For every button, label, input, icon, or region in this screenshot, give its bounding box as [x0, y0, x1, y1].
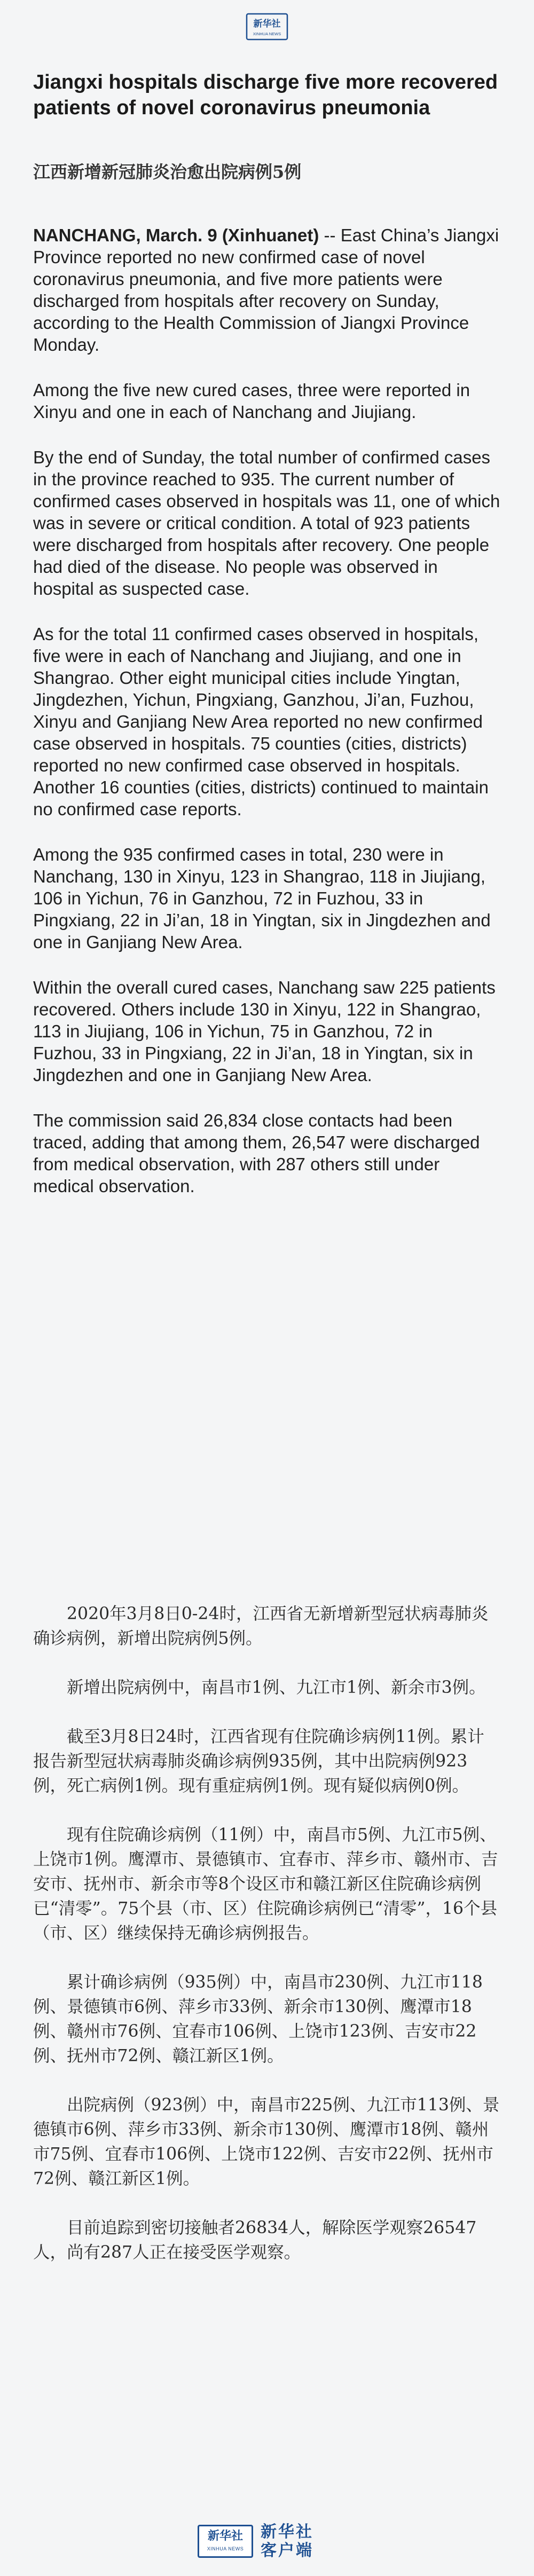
logo-brand-cn: 新华社	[253, 19, 281, 29]
logo-text	[261, 2523, 335, 2560]
article-title-cn: 江西新增新冠肺炎治愈出院病例5例	[33, 162, 302, 182]
en-paragraph: As for the total 11 confirmed cases observed in hospitals, five were in each of Nanchang and Jiujiang, and one in Shangrao. Other eight municipal cities include Yingtan, Jingdezhen, Yichun, Pingxiang, Ganzhou, Ji’an, Fuzhou, Xinyu and Ganjiang New Area reported no new confirmed case observed in hospitals. 75 counties (cities, districts) reported no new confirmed case observed in hospitals. Another 16 counties (cities, districts) continued to maintain no confirmed case reports.	[33, 624, 489, 819]
logo-text-line1: 新华社	[261, 2523, 313, 2541]
logo-box	[198, 2525, 253, 2558]
xinhua-news-app-logo-icon	[198, 2523, 336, 2560]
cn-paragraph: 现有住院确诊病例（11例）中，南昌市5例、九江市5例、上饶市1例。鹰潭市、景德镇市、宜春市、萍乡市、赣州市、吉安市、抚州市、新余市等8个设区市和赣江新区住院确诊病例已“清零”。75个县（市、区）住院确诊病例已“清零”，16个县（市、区）继续保持无确诊病例报告。	[33, 1825, 498, 1943]
cn-paragraph: 出院病例（923例）中，南昌市225例、九江市113例、景德镇市6例、萍乡市33例、新余市130例、鹰潭市18例、赣州市75例、宜春市106例、上饶市122例、吉安市22例、抚州市72例、赣江新区1例。	[33, 2096, 500, 2188]
en-paragraph: Among the 935 confirmed cases in total, 230 were in Nanchang, 130 in Xinyu, 123 in Shangrao, 118 in Jiujiang, 106 in Yichun, 76 in Ganzhou, 72 in Fuzhou, 33 in Pingxiang, 22 in Ji’an, 18 in Yingtan, six in Jingdezhen and one in Ganjiang New Area.	[33, 845, 491, 952]
dateline: NANCHANG, March. 9 (Xinhuanet)	[33, 225, 319, 245]
en-paragraph: Among the five new cured cases, three were reported in Xinyu and one in each of Nanchang and Jiujiang.	[33, 380, 470, 422]
en-paragraph	[33, 224, 501, 356]
article-title-en: Jiangxi hospitals discharge five more recovered patients of novel coronavirus pneumonia	[33, 71, 498, 119]
article-body-cn	[33, 1602, 501, 2289]
en-paragraph-text: -- East China’s Jiangxi Province reported no new confirmed case of novel coronavirus pneumonia, and five more patients were discharged from hospitals after recovery on Sunday, according to the Health Commission of Jiangxi Province Monday.	[33, 225, 499, 355]
cn-paragraph: 截至3月8日24时，江西省现有住院确诊病例11例。累计报告新型冠状病毒肺炎确诊病例935例，其中出院病例923例，死亡病例1例。现有重症病例1例。现有疑似病例0例。	[33, 1727, 484, 1795]
article-body-en	[33, 224, 501, 1220]
cn-paragraph: 新增出院病例中，南昌市1例、九江市1例、新余市3例。	[67, 1678, 486, 1697]
cn-paragraph: 目前追踪到密切接触者26834人，解除医学观察26547人，尚有287人正在接受医学观察。	[33, 2218, 477, 2262]
logo-text-line2: 客户端	[261, 2541, 313, 2560]
en-paragraph: The commission said 26,834 close contacts had been traced, adding that among them, 26,547 were discharged from medical observation, with 287 others still under medical observation.	[33, 1110, 480, 1196]
xinhua-news-logo-icon	[246, 13, 288, 41]
logo-box-glyph: 新华社	[207, 2530, 243, 2543]
cn-paragraph: 2020年3月8日0-24时，江西省无新增新型冠状病毒肺炎确诊病例，新增出院病例5例。	[33, 1604, 489, 1648]
en-paragraph: By the end of Sunday, the total number of confirmed cases in the province reached to 935. The current number of confirmed cases observed in hospitals was 11, one of which was in severe or critical condition. A total of 923 patients were discharged from hospitals after recovery. One people had died of the disease. No people was observed in hospital as suspected case.	[33, 447, 500, 598]
xinhua-logo-graphic	[246, 13, 288, 41]
logo-box-sub: XINHUA NEWS	[207, 2546, 244, 2551]
cn-paragraph: 累计确诊病例（935例）中，南昌市230例、九江市118例、景德镇市6例、萍乡市33例、新余市130例、鹰潭市18例、赣州市76例、宜春市106例、上饶市123例、吉安市22例、抚州市72例、赣江新区1例。	[33, 1973, 483, 2066]
en-paragraph: Within the overall cured cases, Nanchang saw 225 patients recovered. Others include 130 in Xinyu, 122 in Shangrao, 113 in Jiujiang, 106 in Yichun, 75 in Ganzhou, 72 in Fuzhou, 33 in Pingxiang, 22 in Ji’an, 18 in Yingtan, six in Jingdezhen and one in Ganjiang New Area.	[33, 978, 496, 1085]
logo-brand-en: XINHUA NEWS	[253, 31, 281, 36]
